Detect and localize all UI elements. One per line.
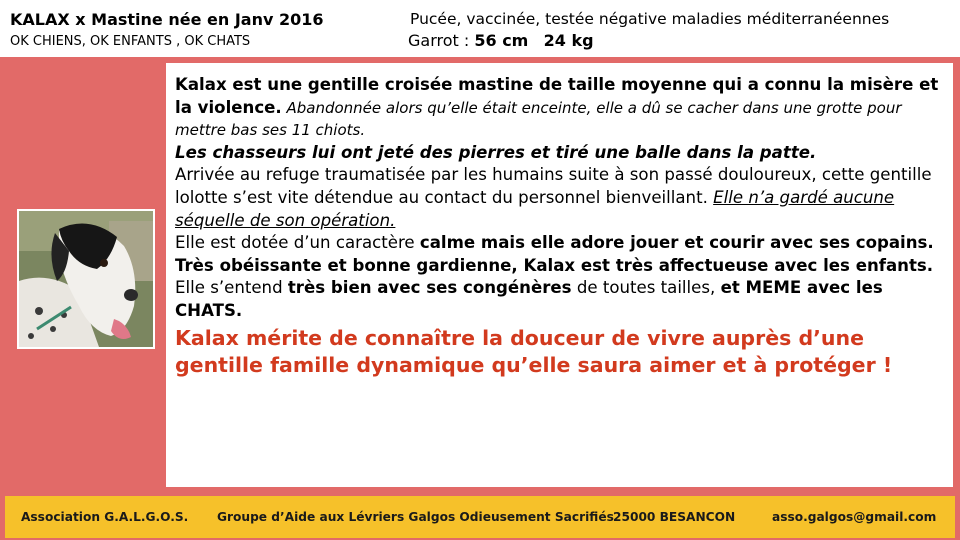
- weight-value: 24 kg: [543, 31, 594, 50]
- size-label: Garrot :: [408, 31, 475, 50]
- dog-photo: [17, 209, 155, 349]
- description-paragraph-1: [175, 74, 945, 142]
- compatibility-line: OK CHIENS, OK ENFANTS , OK CHATS: [10, 34, 251, 49]
- intro-bold: Kalax est une gentille croisée mastine de taille moyenne qui a connu la misère et la violence.: [175, 75, 939, 117]
- header-banner: [0, 0, 960, 57]
- association-email[interactable]: asso.galgos@gmail.com: [772, 510, 937, 524]
- dog-photo-illustration: [19, 211, 153, 347]
- sociability-a: Elle s’entend: [175, 278, 288, 298]
- refuge-text: Arrivée au refuge traumatisée par les humains suite à son passé douloureux, cette gentille lolotte s’est vite détendue au contact du personnel bienveillant.: [175, 165, 932, 207]
- footer-banner: [5, 496, 955, 538]
- sociability-d: et MEME avec les CHATS.: [175, 278, 883, 320]
- operation-note: Elle n’a gardé aucune séquelle de son opération.: [175, 187, 895, 230]
- association-name: Association G.A.L.G.O.S.: [21, 510, 189, 524]
- character-bold: calme mais elle adore jouer et courir avec ses copains.: [419, 233, 934, 253]
- sociability-b: très bien avec ses congénères: [287, 278, 572, 298]
- association-full-name: Groupe d’Aide aux Lévriers Galgos Odieusement Sacrifiés: [217, 510, 614, 524]
- description-box: [166, 63, 953, 487]
- intro-italic: Abandonnée alors qu’elle était enceinte, elle a dû se cacher dans une grotte pour mettre bas ses 11 chiots.: [175, 98, 902, 140]
- character-paragraph: [175, 232, 945, 255]
- size-info: [408, 31, 594, 50]
- health-status: Pucée, vaccinée, testée négative maladies méditerranéennes: [410, 10, 890, 28]
- height-value: 56 cm: [474, 31, 529, 50]
- hunters-paragraph: Les chasseurs lui ont jeté des pierres et tiré une balle dans la patte.: [175, 142, 817, 162]
- sociability-paragraph: [175, 277, 945, 322]
- closing-appeal: Kalax mérite de connaître la douceur de vivre auprès d’une gentille famille dynamique qu’elle saura aimer et à protéger !: [175, 325, 893, 377]
- association-city: 25000 BESANCON: [613, 510, 736, 524]
- dog-title: KALAX x Mastine née en Janv 2016: [10, 10, 324, 29]
- sociability-c: de toutes tailles,: [571, 278, 721, 298]
- character-intro: Elle est dotée d’un caractère: [175, 233, 420, 253]
- refuge-paragraph: [175, 164, 945, 232]
- obedience-paragraph: Très obéissante et bonne gardienne, Kalax est très affectueuse avec les enfants.: [175, 255, 934, 275]
